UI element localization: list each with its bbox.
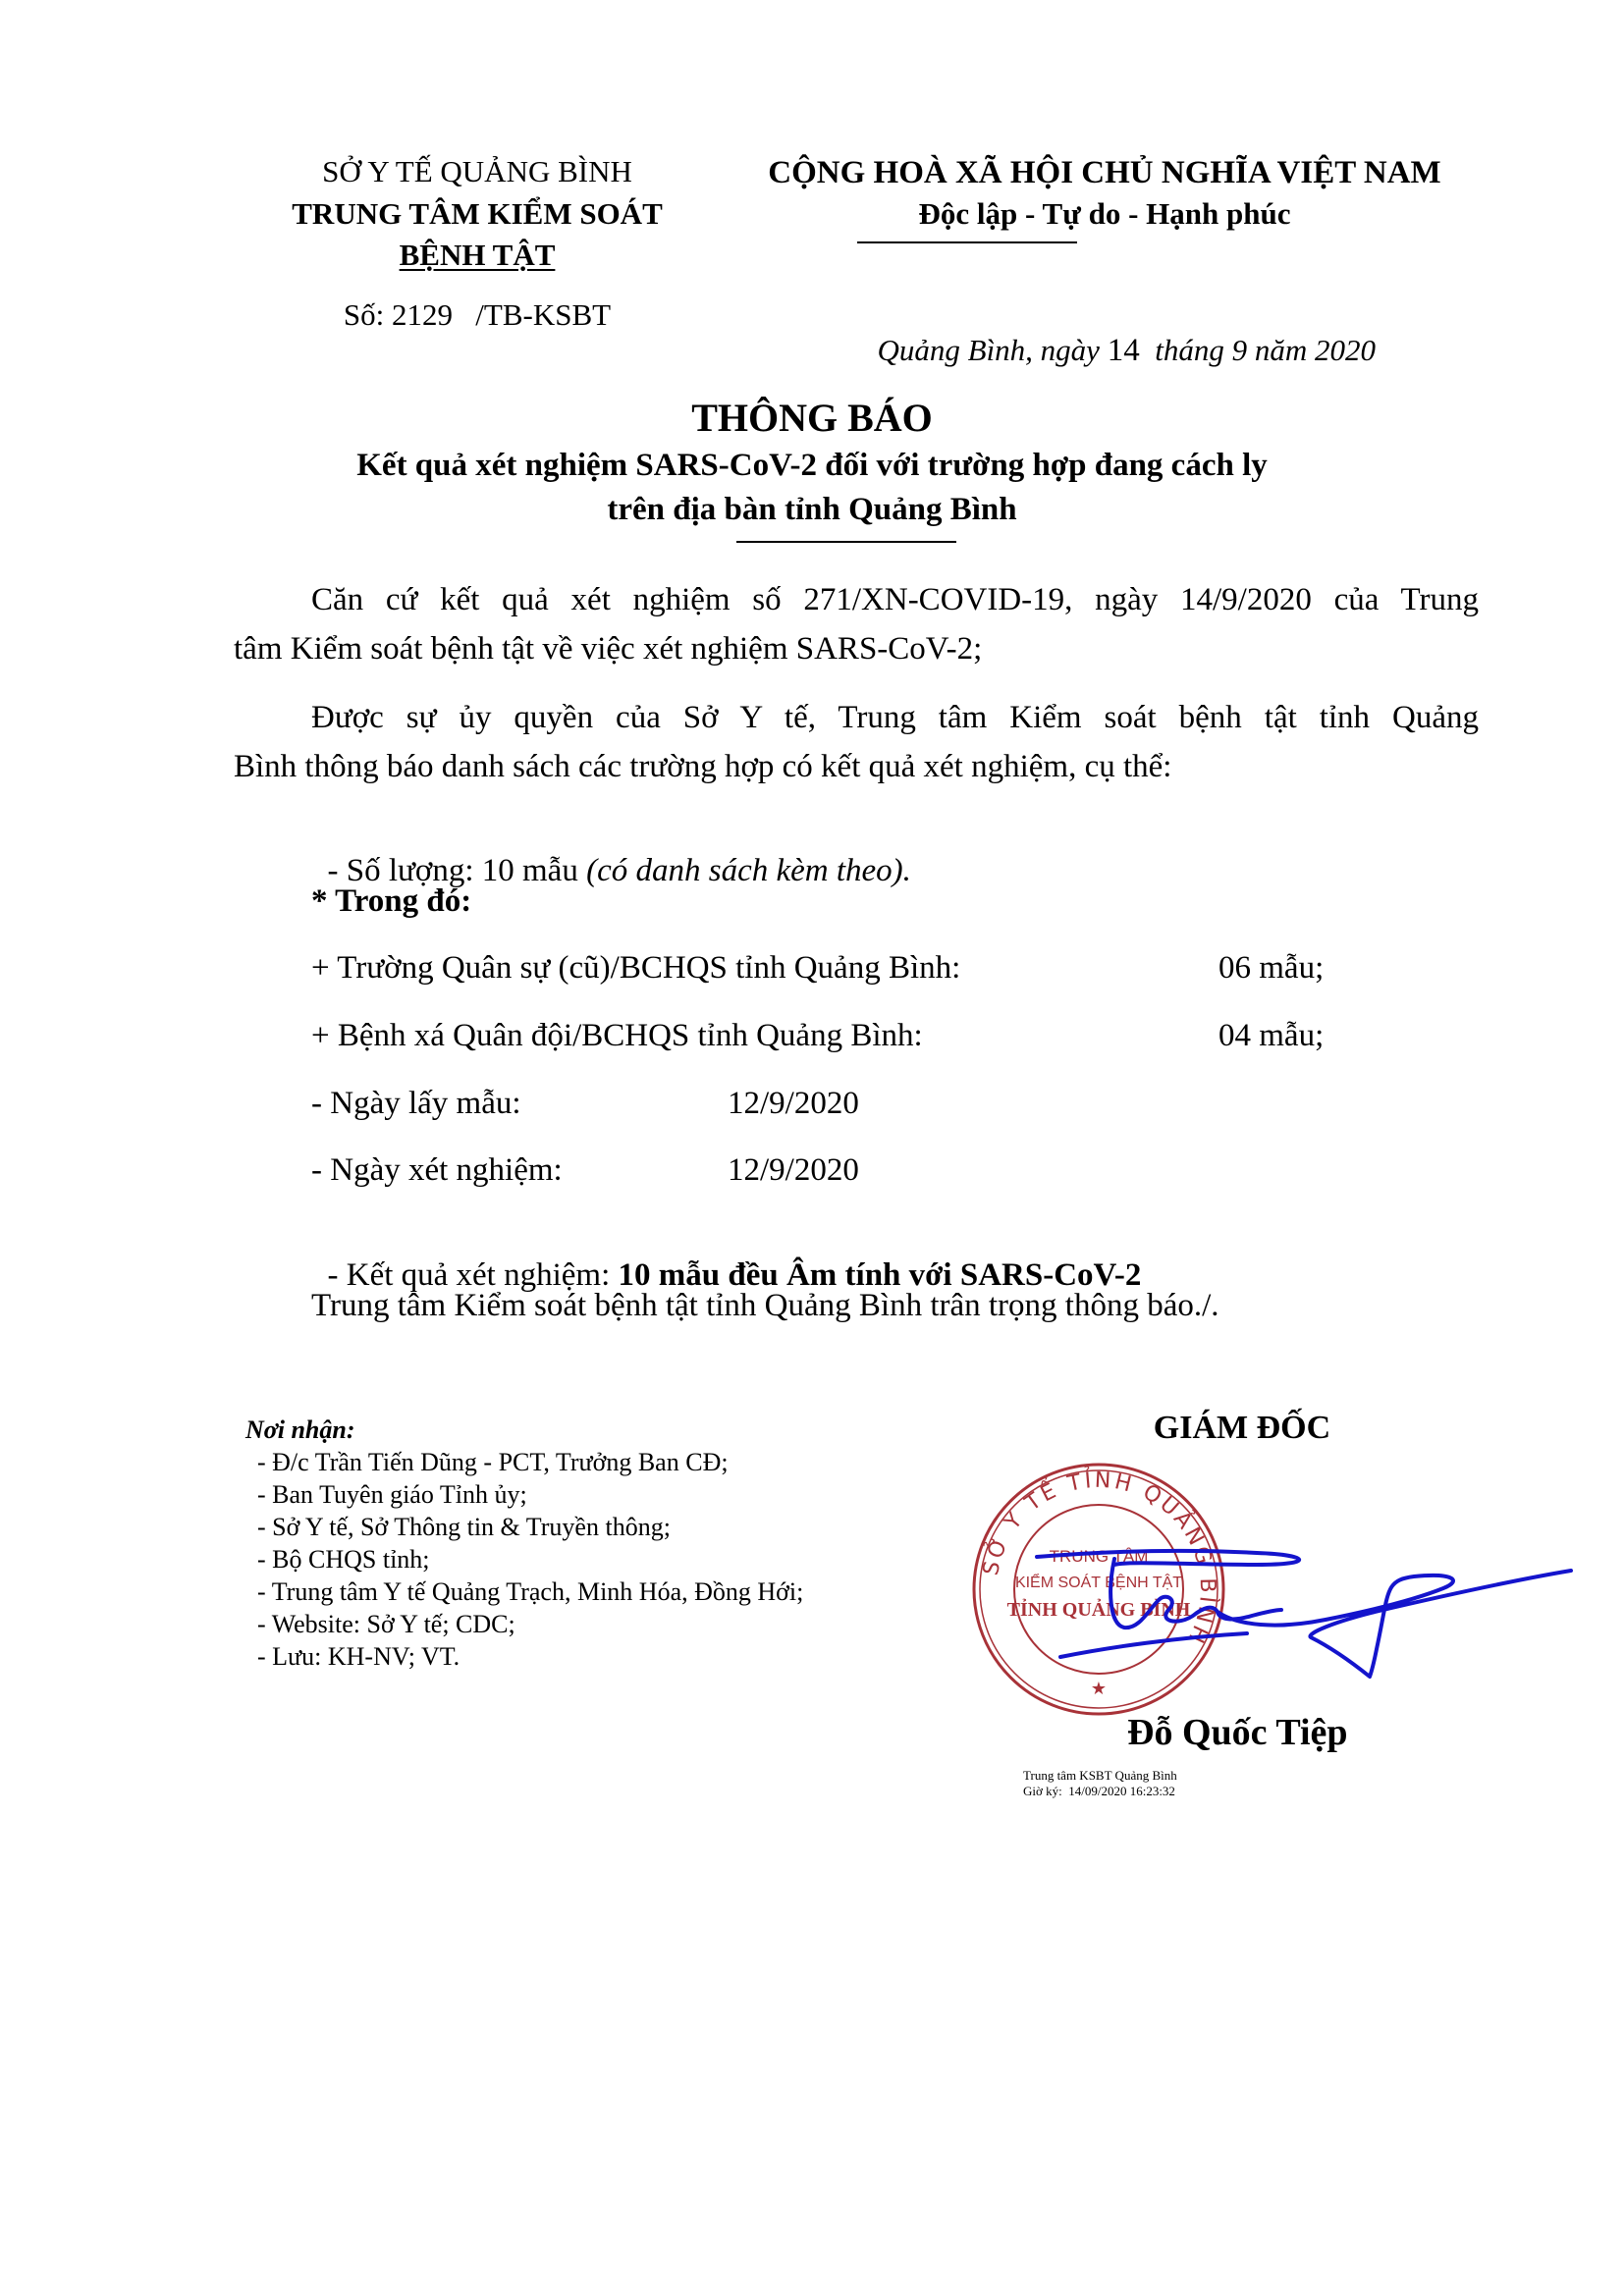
breakdown-item-label: + Bệnh xá Quân đội/BCHQS tỉnh Quảng Bình: [311,1018,923,1053]
recipient-item: - Ban Tuyên giáo Tỉnh ủy; [257,1480,527,1509]
sampling-date-label: - Ngày lấy mẫu: [311,1086,521,1121]
sampling-date-value: 12/9/2020 [728,1086,859,1121]
place-date-prefix: Quảng Bình, ngày [877,333,1108,367]
sample-quantity [311,815,911,889]
digital-signature-org: Trung tâm KSBT Quảng Bình [1023,1768,1177,1783]
place-date-day: 14 [1107,333,1140,368]
agency-name-line2-text: BỆNH TẬT [399,238,556,272]
sample-quantity-label: - Số lượng: 10 mẫu [327,853,587,888]
svg-text:KIỂM SOÁT BỆNH TẬT: KIỂM SOÁT BỆNH TẬT [1014,1575,1183,1591]
test-date-label: - Ngày xét nghiệm: [311,1152,563,1188]
svg-text:TRUNG TÂM: TRUNG TÂM [1049,1547,1149,1566]
recipients-list [257,1447,803,1674]
closing-statement: Trung tâm Kiểm soát bệnh tật tỉnh Quảng Bình trân trọng thông báo./. [311,1288,1219,1323]
place-date-suffix: tháng 9 năm 2020 [1139,333,1376,367]
national-motto: Độc lập - Tự do - Hạnh phúc [918,196,1291,231]
test-result-value: 10 mẫu đều Âm tính với SARS-CoV-2 [618,1257,1142,1293]
test-date-value: 12/9/2020 [728,1152,859,1188]
recipient-item: - Bộ CHQS tỉnh; [257,1545,430,1574]
document-subtitle-line2: trên địa bàn tỉnh Quảng Bình [607,492,1017,527]
recipient-item: - Website: Sở Y tế; CDC; [257,1610,515,1638]
document-number: Số: 2129 /TB-KSBT [343,297,612,332]
place-date [862,297,1376,368]
recipient-item: - Lưu: KH-NV; VT. [257,1642,460,1671]
signer-name: Đỗ Quốc Tiệp [1127,1712,1348,1753]
signer-position: GIÁM ĐỐC [1153,1410,1331,1446]
recipients-heading: Nơi nhận: [245,1415,355,1444]
breakdown-item-value: 04 mẫu; [1218,1018,1325,1053]
sample-quantity-note: (có danh sách kèm theo). [586,853,911,888]
agency-name-line2 [232,238,723,273]
para1-line1: Căn cứ kết quả xét nghiệm số 271/XN-COVID-19, ngày 14/9/2020 của Trung [311,582,1479,617]
breakdown-heading: * Trong đó: [311,883,472,919]
national-title: CỘNG HOÀ XÃ HỘI CHỦ NGHĨA VIỆT NAM [768,155,1441,190]
svg-text:TỈNH QUẢNG BÌNH: TỈNH QUẢNG BÌNH [1006,1599,1191,1621]
recipient-item: - Trung tâm Y tế Quảng Trạch, Minh Hóa, Đồng Hới; [257,1577,804,1606]
breakdown-item-value: 06 mẫu; [1218,950,1325,986]
test-result [311,1219,1141,1294]
title-underline [736,541,956,543]
handwritten-signature-icon [1011,1531,1600,1688]
para1-line2: tâm Kiểm soát bệnh tật về việc xét nghiệm SARS-CoV-2; [234,631,983,667]
para2-line2: Bình thông báo danh sách các trường hợp có kết quả xét nghiệm, cụ thể: [234,749,1172,784]
agency-parent: SỞ Y TẾ QUẢNG BÌNH [322,154,632,188]
agency-name-line1: TRUNG TÂM KIỂM SOÁT [292,196,663,231]
svg-text:★: ★ [1090,1679,1108,1699]
svg-text:SỞ Y TẾ TỈNH QUẢNG BÌNH: SỞ Y TẾ TỈNH QUẢNG BÌNH [978,1468,1220,1649]
para2-line1: Được sự ủy quyền của Sở Y tế, Trung tâm Kiểm soát bệnh tật tỉnh Quảng [311,700,1479,735]
test-result-label: - Kết quả xét nghiệm: [327,1257,619,1293]
recipient-item: - Đ/c Trần Tiến Dũng - PCT, Trưởng Ban CĐ; [257,1448,729,1476]
document-title: THÔNG BÁO [691,396,933,440]
breakdown-item-label: + Trường Quân sự (cũ)/BCHQS tỉnh Quảng Bình: [311,950,961,986]
recipient-item: - Sở Y tế, Sở Thông tin & Truyền thông; [257,1513,671,1541]
motto-underline [857,241,1077,243]
document-subtitle-line1: Kết quả xét nghiệm SARS-CoV-2 đối với trường hợp đang cách ly [356,448,1268,483]
digital-signature-time: Giờ ký: 14/09/2020 16:23:32 [1023,1784,1175,1798]
